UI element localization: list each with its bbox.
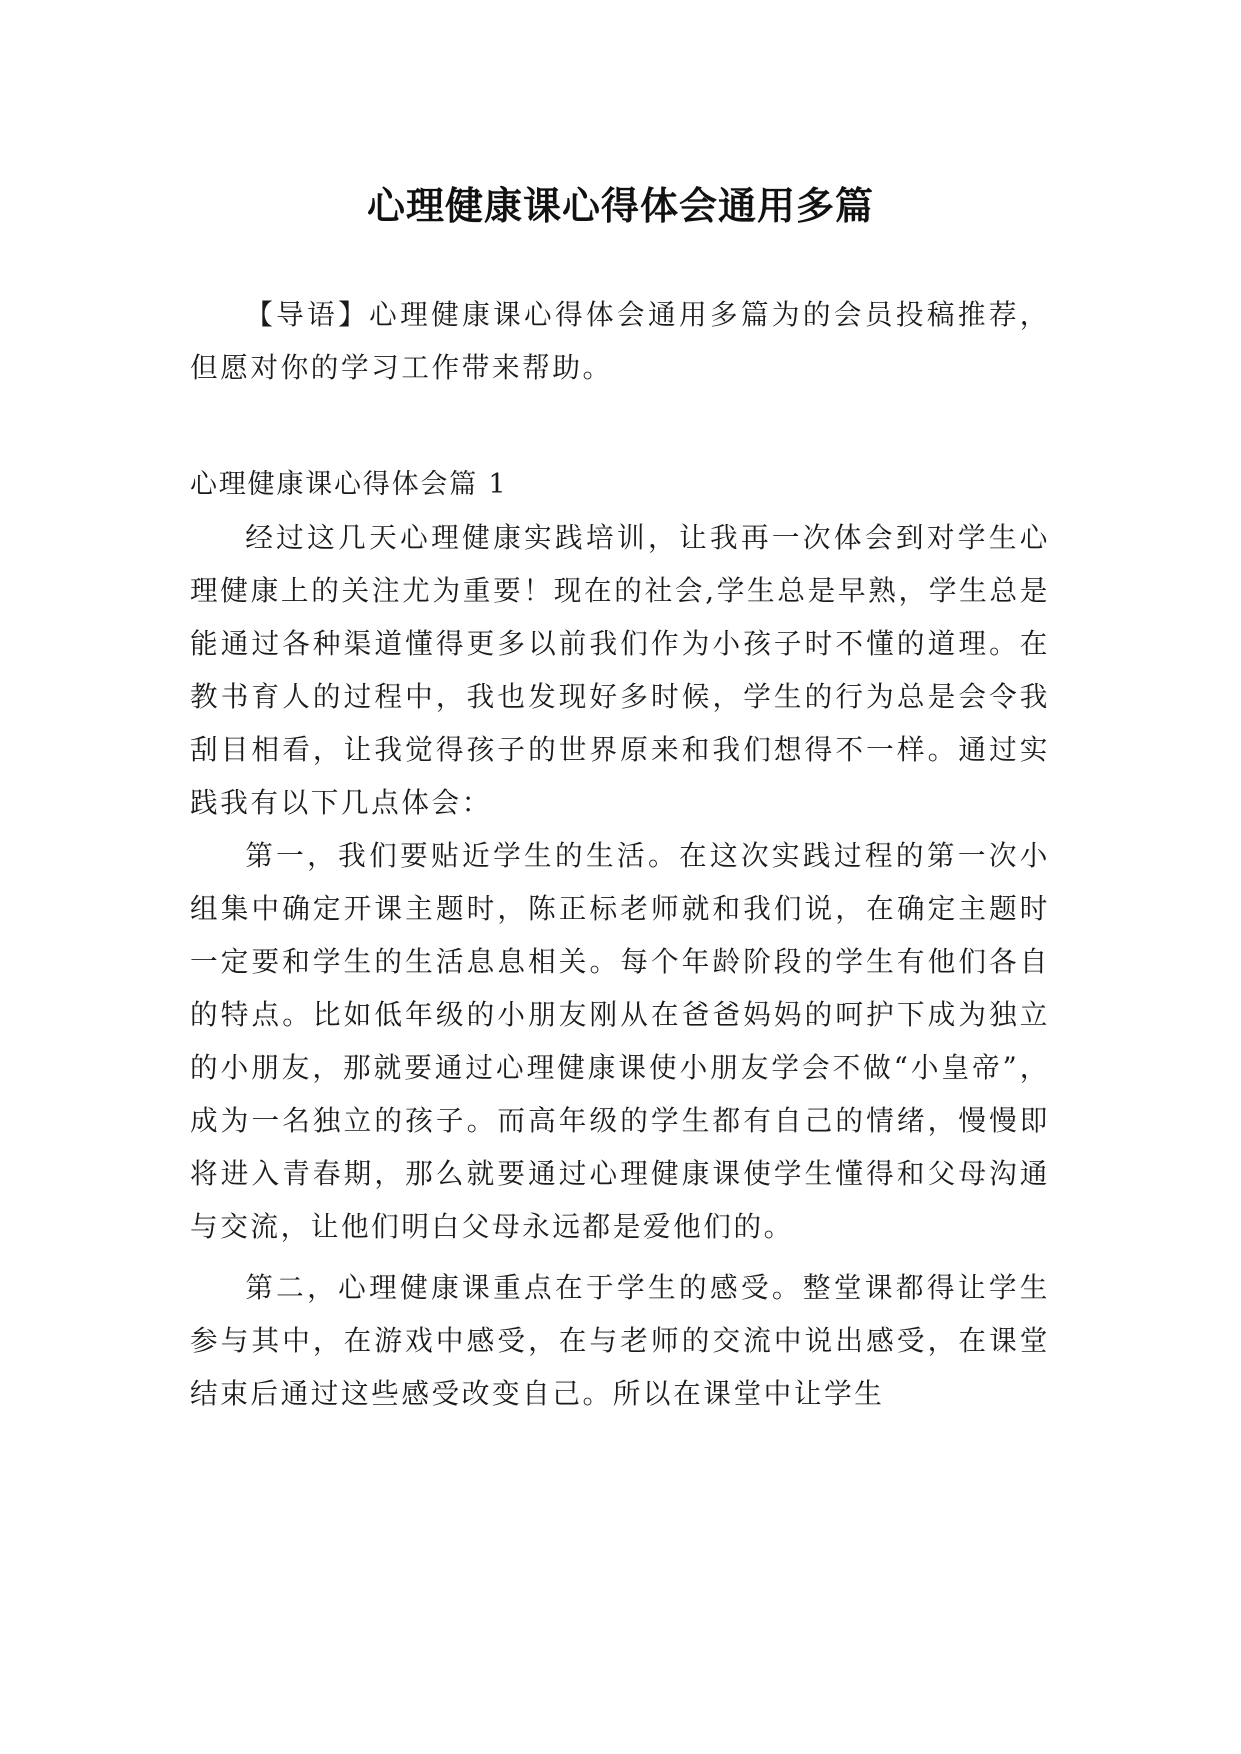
- intro-block: [190, 288, 1050, 394]
- page-title: 心理健康课心得体会通用多篇: [366, 184, 874, 229]
- body-paragraph: 第一，我们要贴近学生的生活。在这次实践过程的第一次小组集中确定开课主题时，陈正标老师就和我们说，在确定主题时一定要和学生的生活息息相关。每个年龄阶段的学生有他们各自的特点。比如低年级的小朋友刚从在爸爸妈妈的呵护下成为独立的小朋友，那就要通过心理健康课使小朋友学会不做“小皇帝”，成为一名独立的孩子。而高年级的学生都有自己的情绪，慢慢即将进入青春期，那么就要通过心理健康课使学生懂得和父母沟通与交流，让他们明白父母永远都是爱他们的。: [190, 839, 1050, 1243]
- article-body: [190, 458, 1050, 1420]
- body-paragraph: 经过这几天心理健康实践培训，让我再一次体会到对学生心理健康上的关注尤为重要！现在的社会,学生总是早熟，学生总是能通过各种渠道懂得更多以前我们作为小孩子时不懂的道理。在教书育人的过程中，我也发现好多时候，学生的行为总是会令我刮目相看，让我觉得孩子的世界原来和我们想得不一样。通过实践我有以下几点体会：: [190, 521, 1050, 819]
- intro-paragraph: 【导语】心理健康课心得体会通用多篇为的会员投稿推荐，但愿对你的学习工作带来帮助。: [190, 298, 1050, 384]
- body-paragraph: 第二，心理健康课重点在于学生的感受。整堂课都得让学生参与其中，在游戏中感受，在与老师的交流中说出感受，在课堂结束后通过这些感受改变自己。所以在课堂中让学生: [190, 1271, 1050, 1410]
- paragraph-gap: [190, 1253, 1050, 1261]
- section-heading: 心理健康课心得体会篇 1: [190, 469, 508, 500]
